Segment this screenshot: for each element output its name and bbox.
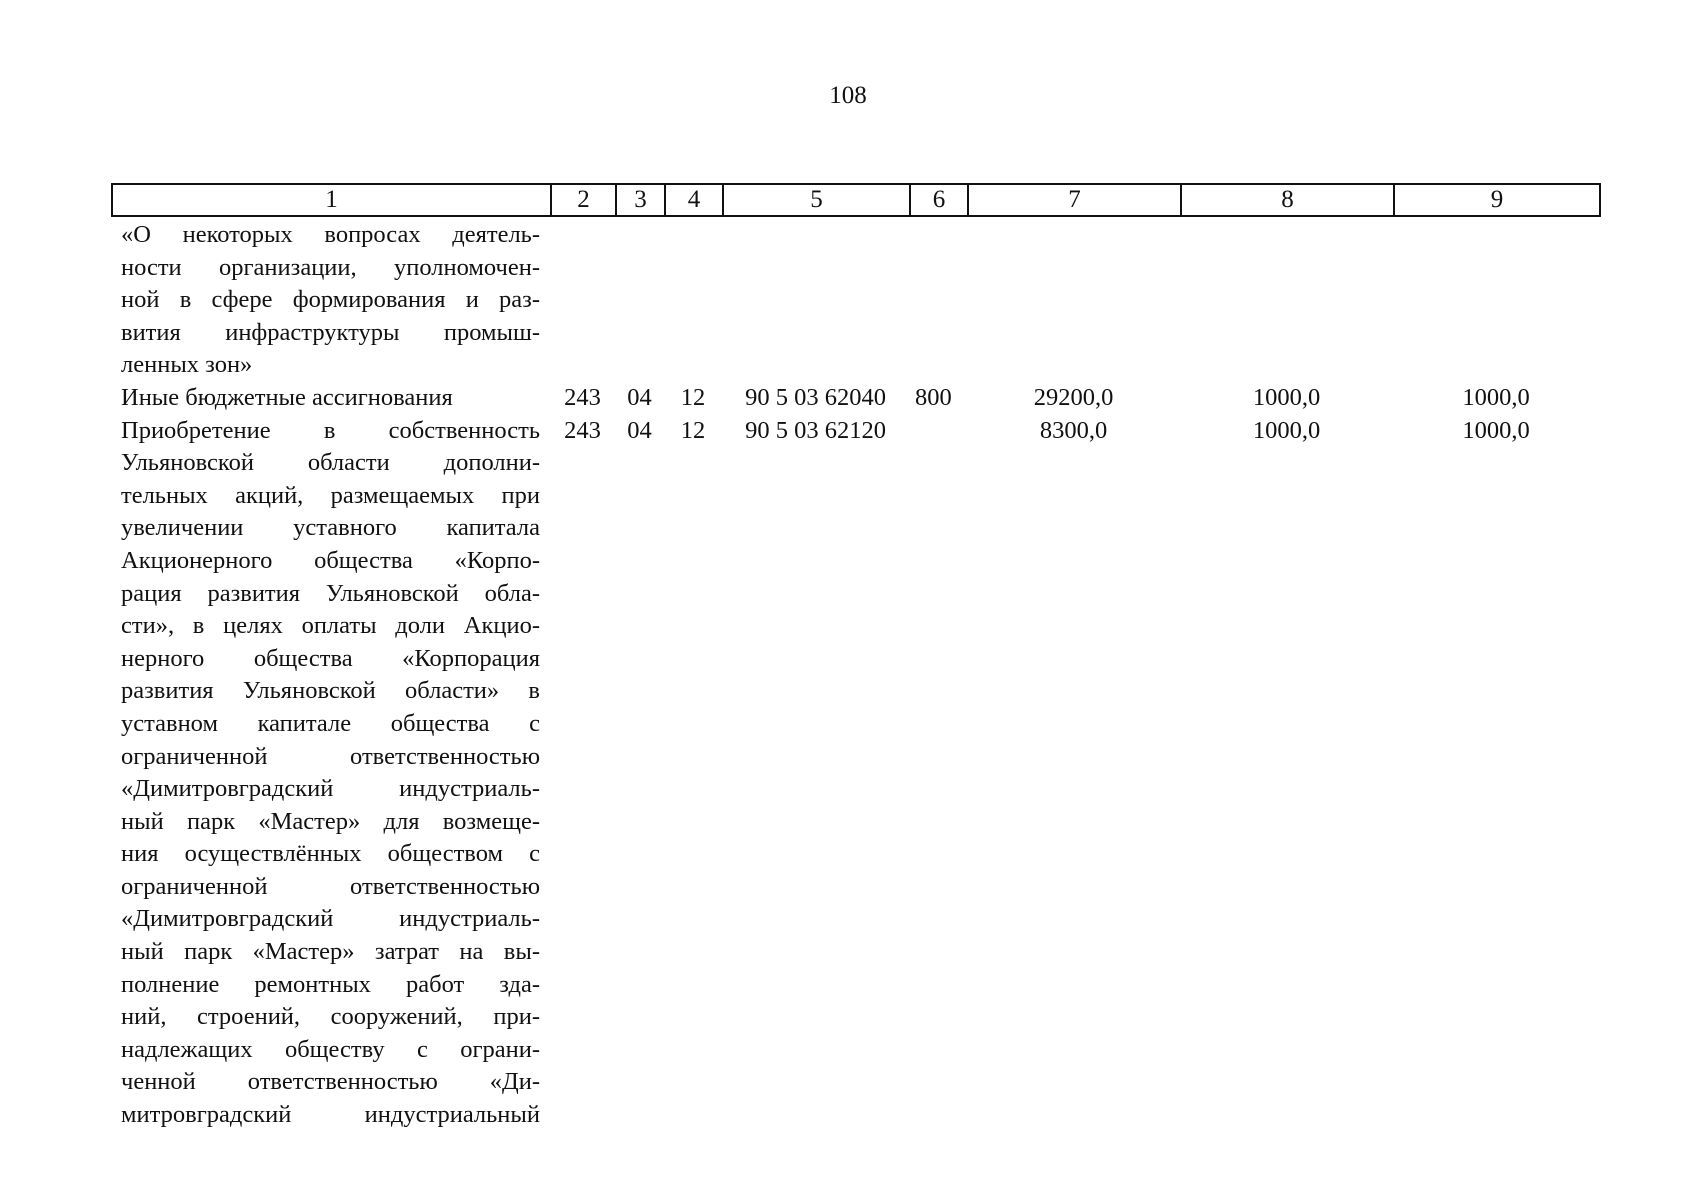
budget-table [111,219,1599,1132]
row-description [111,415,550,1132]
description-line: ности организации, уполномочен- [121,253,540,281]
description-line: тельных акций, размещаемых при [121,481,540,509]
cell-col2: 243 [564,416,601,444]
table-row [111,382,1599,415]
description-line: Приобретение в собственность [121,416,540,444]
description-line: полнение ремонтных работ зда- [121,970,540,998]
description-line: увеличении уставного капитала [121,514,540,542]
row-description [111,219,550,382]
column-header-7: 7 [968,184,1181,216]
column-header-6: 6 [910,184,968,216]
description-line: рация развития Ульяновской обла- [121,579,540,607]
column-header-5: 5 [723,184,910,216]
cell-col9: 1000,0 [1462,416,1530,444]
table-row [111,415,1599,1132]
description-line: ной в сфере формирования и раз- [121,286,540,314]
description-line: надлежащих обществу с ограни- [121,1035,540,1063]
cell-col3: 04 [627,416,652,444]
cell-col6: 800 [915,383,952,411]
table-header [111,183,1601,217]
description-line: ный парк «Мастер» затрат на вы- [121,938,540,966]
column-header-1: 1 [112,184,551,216]
cell-col7: 29200,0 [1033,383,1114,411]
page-number: 108 [829,82,867,109]
row-description [111,382,550,415]
description-line: «О некоторых вопросах деятель- [121,221,540,248]
cell-col2: 243 [564,383,601,411]
column-header-8: 8 [1181,184,1394,216]
cell-col7: 8300,0 [1039,416,1108,444]
description-line: митровградский индустриальный [121,1101,540,1129]
cell-col5: 90 5 03 62120 [745,416,886,444]
cell-col9: 1000,0 [1462,383,1530,411]
description-line: развития Ульяновской области» в [121,677,540,705]
cell-col4: 12 [680,383,706,411]
column-header-2: 2 [551,184,616,216]
column-header-4: 4 [665,184,723,216]
cell-col8: 1000,0 [1252,383,1321,411]
description-line: вития инфраструктуры промыш- [121,318,540,346]
cell-col5: 90 5 03 62040 [745,383,886,411]
description-line: ный парк «Мастер» для возмеще- [121,807,540,835]
cell-col4: 12 [680,416,706,444]
description-line: ленных зон» [121,351,253,379]
description-line: Ульяновской области дополни- [121,449,540,477]
description-line: Акционерного общества «Корпо- [121,546,540,574]
cell-col3: 04 [627,383,652,411]
cell-col8: 1000,0 [1252,416,1321,444]
table-row-continuation [111,219,1599,382]
description-line: ограниченной ответственностью [121,872,540,900]
description-line: «Димитровградский индустриаль- [121,775,540,803]
description-line: Иные бюджетные ассигнования [121,383,453,411]
description-line: ограниченной ответственностью [121,742,540,770]
column-header-3: 3 [616,184,665,216]
description-line: ния осуществлённых обществом с [121,840,540,868]
description-line: нерного общества «Корпорация [121,644,540,672]
description-line: «Димитровградский индустриаль- [121,905,540,933]
description-line: уставном капитале общества с [121,709,540,737]
description-line: сти», в целях оплаты доли Акцио- [121,612,540,640]
description-line: ний, строений, сооружений, при- [121,1003,540,1031]
column-header-9: 9 [1394,184,1600,216]
description-line: ченной ответственностью «Ди- [121,1068,540,1096]
cell-col6 [909,415,967,1132]
